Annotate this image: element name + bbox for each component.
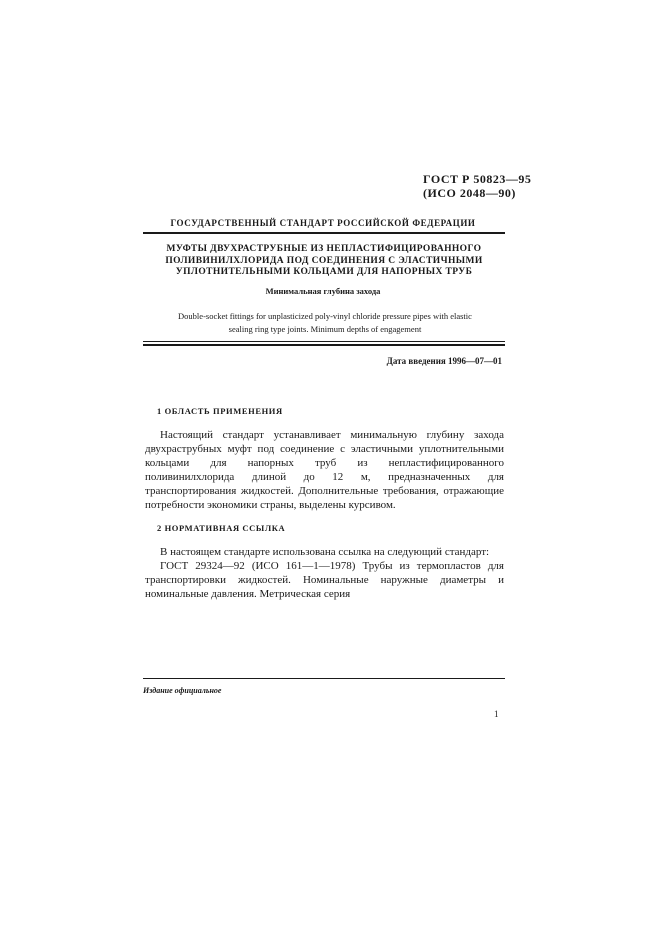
introduction-date: Дата введения 1996—07—01 [386, 356, 502, 366]
english-title [150, 310, 500, 336]
document-title-line: МУФТЫ ДВУХРАСТРУБНЫЕ ИЗ НЕПЛАСТИФИЦИРОВАННОГО [166, 244, 482, 254]
english-title-line: Double-socket fittings for unplasticized poly-vinyl chloride pressure pipes with elastic [178, 311, 472, 321]
section-heading-references: 2 НОРМАТИВНАЯ ССЫЛКА [157, 523, 286, 533]
document-title-line: УПЛОТНИТЕЛЬНЫМИ КОЛЬЦАМИ ДЛЯ НАПОРНЫХ ТРУБ [175, 267, 473, 277]
header-rule-thin [143, 341, 505, 342]
standard-title: ГОСУДАРСТВЕННЫЙ СТАНДАРТ РОССИЙСКОЙ ФЕДЕРАЦИИ [170, 218, 476, 228]
standard-code: ГОСТ Р 50823—95 [423, 172, 532, 186]
paragraph: Настоящий стандарт устанавливает минимальную глубину захода двухраструбных муфт под соединение с эластичными уплотнительными кольцами для напорных труб из непластифицированного поливинилхлорида длиной до 12 м, предназначенных для транспортирования жидкостей. Дополнительные требования, отражающие потребности экономики страны, выделены курсивом. [145, 429, 504, 511]
section-scope-text [145, 428, 504, 512]
footer-rule [143, 678, 505, 679]
document-title-line: ПОЛИВИНИЛХЛОРИДА ПОД СОЕДИНЕНИЯ С ЭЛАСТИЧНЫМИ [165, 255, 483, 266]
english-title-line: sealing ring type joints. Minimum depths of engagement [228, 324, 422, 334]
official-edition-note: Издание официальное [143, 686, 222, 695]
iso-code: (ИСО 2048—90) [423, 186, 516, 200]
document-title [148, 244, 500, 279]
title-rule [143, 232, 505, 234]
section-references-text [145, 545, 504, 601]
header-rule-thick [143, 344, 505, 346]
paragraph: ГОСТ 29324—92 (ИСО 161—1—1978) Трубы из термопластов для транспортировки жидкостей. Номинальные наружные диаметры и номинальные давления. Метрическая серия [145, 560, 504, 600]
section-heading-scope: 1 ОБЛАСТЬ ПРИМЕНЕНИЯ [157, 406, 283, 416]
page-number: 1 [494, 709, 499, 719]
paragraph: В настоящем стандарте использована ссылка на следующий стандарт: [160, 546, 490, 558]
document-subtitle: Минимальная глубина захода [265, 286, 381, 296]
